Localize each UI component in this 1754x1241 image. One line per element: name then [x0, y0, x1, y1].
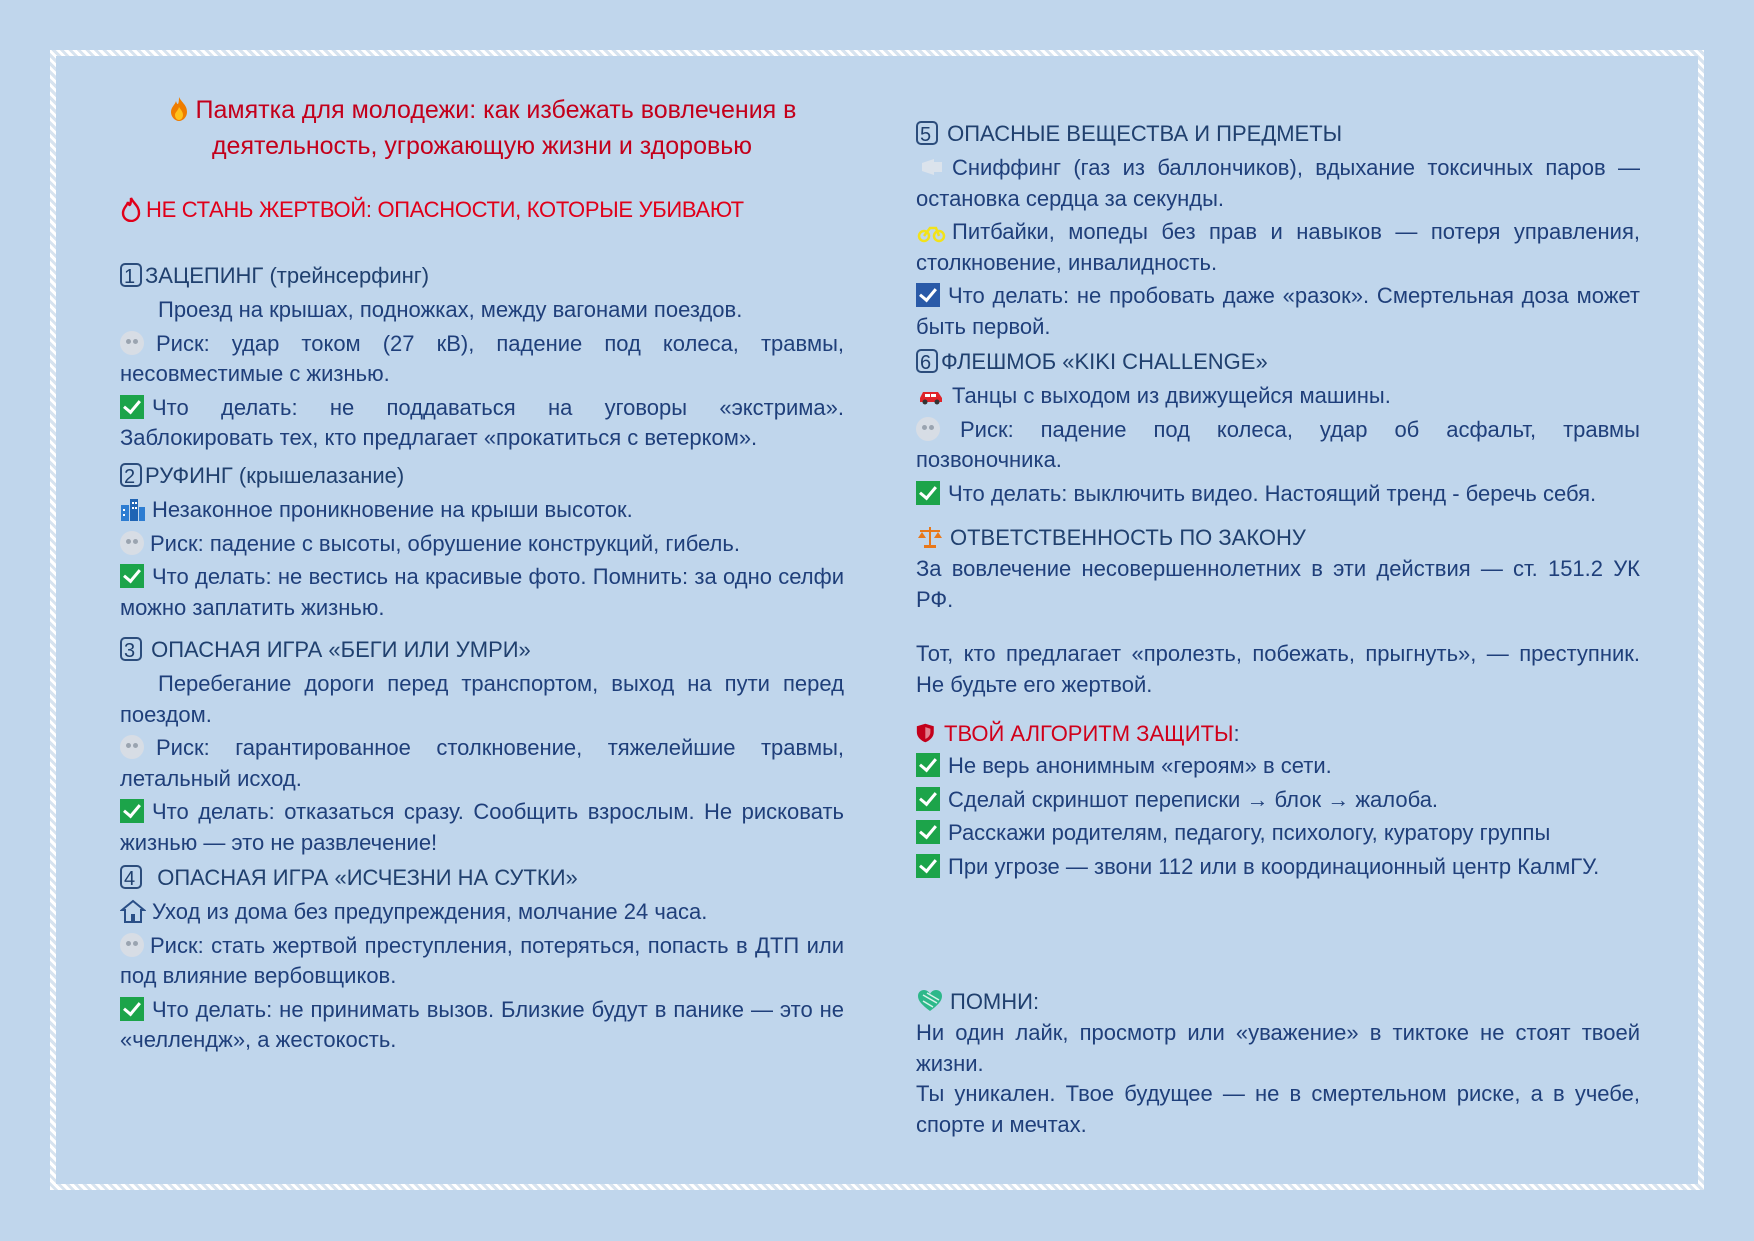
- motorbike-icon: [916, 219, 946, 243]
- desc-text: Проезд на крышах, подножках, между вагонами поездов.: [158, 297, 743, 322]
- algorithm-item: [916, 818, 1640, 849]
- warning-banner: [120, 196, 744, 223]
- section-todo: [120, 797, 844, 858]
- algorithm-title: [916, 720, 1640, 748]
- section-4: [120, 864, 844, 1056]
- section-risk: [120, 529, 844, 560]
- section-title: [120, 636, 844, 666]
- page-title: [120, 92, 844, 164]
- remember-title-text: ПОМНИ:: [950, 989, 1040, 1014]
- check-icon: [916, 481, 940, 505]
- section-title-text: ОПАСНАЯ ИГРА «БЕГИ ИЛИ УМРИ»: [151, 637, 531, 662]
- remember-paragraph-1: Ни один лайк, просмотр или «уважение» в тиктоке не стоят твоей жизни.: [916, 1020, 1640, 1076]
- section-desc: [120, 669, 844, 730]
- number-badge: 5: [916, 121, 938, 145]
- section-title-text: ОПАСНЫЕ ВЕЩЕСТВА И ПРЕДМЕТЫ: [947, 121, 1343, 146]
- section-risk: [916, 415, 1640, 476]
- number-badge: 3: [120, 637, 142, 661]
- todo-text: Что делать: выключить видео. Настоящий тренд - беречь себя.: [948, 480, 1597, 506]
- flame-outline-icon: [120, 196, 142, 222]
- risk-text: Риск: гарантированное столкновение, тяжелейшие травмы, летальный исход.: [120, 735, 844, 791]
- number-badge: 1: [120, 263, 142, 287]
- section-3: [120, 636, 844, 858]
- algorithm-title-text: ТВОЙ АЛГОРИТМ ЗАЩИТЫ: [944, 721, 1234, 746]
- desc-text: Уход из дома без предупреждения, молчание 24 часа.: [152, 899, 708, 924]
- number-badge: 4: [120, 865, 142, 889]
- section-risk: [120, 931, 844, 992]
- todo-text: Что делать: не пробовать даже «разок». Смертельная доза может быть первой.: [916, 283, 1640, 339]
- risk-text: Риск: стать жертвой преступления, потеряться, попасть в ДТП или под влияние вербовщиков.: [120, 932, 844, 988]
- algorithm-section: [916, 720, 1640, 882]
- section-1: [120, 262, 844, 454]
- remember-paragraph-2: Ты уникален. Твое будущее — не в смертельном риске, а в учебе, спорте и мечтах.: [916, 1081, 1640, 1137]
- check-icon: [120, 395, 144, 419]
- section-title-text: ЗАЦЕПИНГ (трейнсерфинг): [145, 263, 430, 288]
- title-text: Памятка для молодежи: как избежать вовлечения в деятельность, угрожающую жизни и здоровью: [195, 96, 797, 160]
- check-icon: [916, 820, 940, 844]
- todo-text: Что делать: отказаться сразу. Сообщить взрослым. Не рисковать жизнью — это не развлечение!: [120, 799, 844, 855]
- section-title-text: РУФИНГ (крышелазание): [145, 463, 405, 488]
- algorithm-item-text: При угрозе — звони 112 или в координационный центр КалмГУ.: [948, 853, 1600, 879]
- shield-icon: [916, 721, 938, 745]
- law-title-text: ОТВЕТСТВЕННОСТЬ ПО ЗАКОНУ: [950, 525, 1306, 550]
- section-todo: [916, 479, 1640, 510]
- section-desc: [120, 495, 844, 526]
- section-todo: [120, 562, 844, 623]
- section-2: [120, 462, 844, 623]
- algorithm-item-text: Не верь анонимным «героям» в сети.: [948, 753, 1332, 778]
- check-icon: [916, 753, 940, 777]
- heart-icon: [916, 989, 944, 1013]
- number-badge: 2: [120, 463, 142, 487]
- check-icon: [916, 787, 940, 811]
- section-todo: [120, 995, 844, 1056]
- desc-text: Перебегание дороги перед транспортом, выход на пути перед поездом.: [120, 671, 844, 727]
- algorithm-item: [916, 751, 1640, 782]
- section-desc: [916, 381, 1640, 412]
- section-title: [120, 462, 844, 492]
- section-title-text: ОПАСНАЯ ИГРА «ИСЧЕЗНИ НА СУТКИ»: [157, 865, 578, 890]
- risk-text: Риск: падение под колеса, удар об асфальт, травмы позвоночника.: [916, 416, 1640, 472]
- section-title: [120, 262, 844, 292]
- section-desc: [120, 295, 844, 326]
- car-icon: [916, 383, 946, 407]
- section-6: [916, 348, 1640, 509]
- number-badge: 6: [916, 349, 938, 373]
- section-line-2: [916, 217, 1640, 278]
- skull-icon: [120, 331, 144, 355]
- section-line-1: [916, 153, 1640, 214]
- desc-text: Танцы с выходом из движущейся машины.: [952, 383, 1391, 408]
- todo-text: Что делать: не принимать вызов. Близкие будут в панике — это не «челлендж», а жестокость.: [120, 996, 844, 1052]
- flame-icon: [168, 96, 190, 122]
- law-section: [916, 524, 1640, 700]
- section-title: [916, 120, 1640, 150]
- algorithm-item: [916, 785, 1640, 816]
- algorithm-item-text: Расскажи родителям, педагогу, психологу, куратору группы: [948, 820, 1551, 845]
- section-todo: [916, 281, 1640, 342]
- section-5: [916, 120, 1640, 342]
- todo-text: Что делать: не вестись на красивые фото. Помнить: за одно селфи можно заплатить жизнью.: [120, 564, 844, 620]
- skull-icon: [916, 417, 940, 441]
- check-icon: [120, 997, 144, 1021]
- algorithm-item: [916, 852, 1640, 883]
- remember-title: [916, 988, 1640, 1018]
- section-title-text: ФЛЕШМОБ «KIKI CHALLENGE»: [941, 349, 1268, 374]
- algorithm-title-suffix: :: [1233, 721, 1240, 746]
- section-risk: [120, 329, 844, 390]
- remember-section: [916, 988, 1640, 1140]
- section-todo: [120, 393, 844, 454]
- law-paragraph-1: За вовлечение несовершеннолетних в эти действия — ст. 151.2 УК РФ.: [916, 556, 1640, 612]
- skull-icon: [120, 531, 144, 555]
- section-title: [916, 348, 1640, 378]
- page-frame: [50, 50, 1704, 1190]
- risk-text: Риск: падение с высоты, обрушение конструкций, гибель.: [150, 530, 740, 556]
- line2-text: Питбайки, мопеды без прав и навыков — потеря управления, столкновение, инвалидность.: [916, 219, 1640, 275]
- law-paragraph-2: Тот, кто предлагает «пролезть, побежать, прыгнуть», — преступник. Не будьте его жертвой.: [916, 641, 1640, 697]
- risk-text: Риск: удар током (27 кВ), падение под колеса, травмы, несовместимые с жизнью.: [120, 330, 844, 386]
- line1-text: Сниффинг (газ из баллончиков), вдыхание токсичных паров — остановка сердца за секунды.: [916, 155, 1640, 211]
- skull-icon: [120, 735, 144, 759]
- house-icon: [120, 899, 146, 923]
- skull-icon: [120, 933, 144, 957]
- spray-can-icon: [916, 155, 946, 179]
- desc-text: Незаконное проникновение на крыши высоток.: [152, 497, 633, 522]
- algorithm-item-text: Сделай скриншот переписки → блок → жалоба.: [948, 786, 1439, 812]
- check-icon: [120, 799, 144, 823]
- section-risk: [120, 733, 844, 794]
- section-title: [120, 864, 844, 894]
- scales-icon: [916, 525, 944, 549]
- banner-text: НЕ СТАНЬ ЖЕРТВОЙ: ОПАСНОСТИ, КОТОРЫЕ УБИВАЮТ: [146, 197, 744, 222]
- check-icon: [120, 564, 144, 588]
- todo-text: Что делать: не поддаваться на уговоры «экстрима». Заблокировать тех, кто предлагает «прокатиться с ветерком».: [120, 394, 844, 450]
- check-icon: [916, 854, 940, 878]
- check-box-icon: [916, 283, 940, 307]
- law-title: [916, 524, 1640, 554]
- section-desc: [120, 897, 844, 928]
- city-buildings-icon: [120, 497, 146, 521]
